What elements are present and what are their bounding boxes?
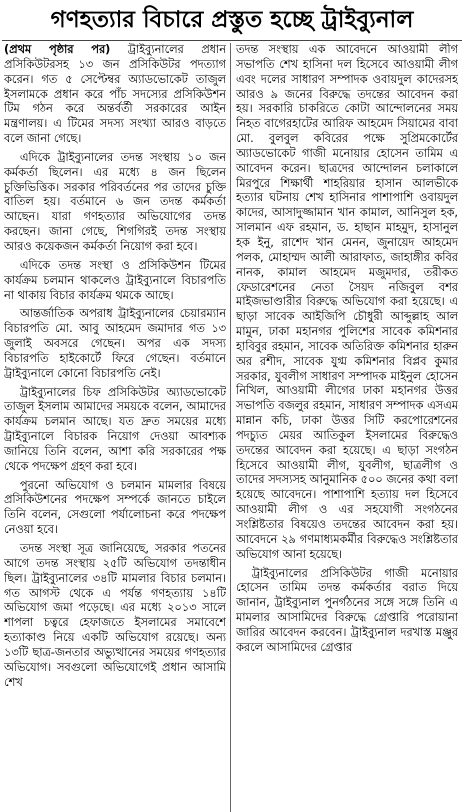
column-divider (230, 43, 231, 812)
article-paragraph: তদন্ত সংস্থায় এক আবেদনে আওয়ামী লীগ সভাপতি শেখ হাসিনা দল হিসেবে আওয়ামী লীগ এবং দলের সাধারণ সম্পাদক ওবায়দুল কাদেরসহ আরও ৯ জনের বিরুদ্ধে তদন্তের আবেদন করা হয়। সরকারি চাকরিতে কোটা আন্দোলনের সময় নিহত বাগেরহাটের আরিফ আহমেদ সিয়ামের বাবা মো. বুলবুল কবিরের পক্ষে সুপ্রিমকোর্টের অ্যাডভোকেট গাজী মনোয়ার হোসেন তামিম এ আবেদন করেন। ছাত্রদের আন্দোলন চলাকালে মিরপুরে শিক্ষার্থী শাহরিয়ার হাসান আলভীকে হত্যার ঘটনায় শেখ হাসিনার পাশাপাশি ওবায়দুল কাদের, আসাদুজ্জামান খান কামাল, আনিসুল হক, সালমান এফ রহমান, ড. হাছান মাহমুদ, হাসানুল হক ইনু, রাশেদ খান মেনন, জুনায়েদ আহমেদ পলক, মোহাম্মদ আলী আরাফাত, জাহাঙ্গীর কবির নানক, কামাল আহমেদ মজুমদার, তরীকত ফেডারেশনের নেতা সৈয়দ নজিবুল বশর মাইজভাণ্ডারীর বিরুদ্ধে অভিযোগ করা হয়েছে। এ ছাড়া সাবেক আইজিপি চৌধুরী আব্দুল্লাহ আল মামুন, ঢাকা মহানগর পুলিশের সাবেক কমিশনার হাবিবুর রহমান, সাবেক অতিরিক্ত কমিশনার হারুন অর রশীদ, সাবেক যুগ্ম কমিশনার বিপ্লব কুমার সরকার, যুবলীগ সাধারণ সম্পাদক মাইনুল হোসেন নিখিল, আওয়ামী লীগের ঢাকা মহানগর উত্তর সভাপতি বজলুর রহমান, সাধারণ সম্পাদক এসএম মান্নান কচি, ঢাকা উত্তর সিটি করপোরেশনের পদচ্যুত মেয়র আতিকুল ইসলামের বিরুদ্ধেও তদন্তের আবেদন করা হয়েছে। এ ছাড়া সংগঠন হিসেবে আওয়ামী লীগ, যুবলীগ, ছাত্রলীগ ও তাদের সদস্যসহ আনুমানিক ৫০০ জনের কথা বলা হয়েছে আবেদনে। পাশাপাশি হত্যায় দল হিসেবে আওয়ামী লীগ ও এর সহযোগী সংগঠনের সংশ্লিষ্টতার বিষয়েও তদন্তের আবেদন করা হয়। আবেদনে ২৯ গণমাধ্যমকর্মীর বিরুদ্ধেও সংশ্লিষ্টতার অভিযোগ আনা হয়েছে। (236, 43, 458, 561)
article-paragraph: ট্রাইব্যুনালের প্রসিকিউটর গাজী মনোয়ার হোসেন তামিম তদন্ত কর্মকর্তার বরাত দিয়ে জানান, ট্রাইব্যুনাল পুনর্গঠনের সঙ্গে সঙ্গে তিনি এ মামলার আসামিদের বিরুদ্ধে গ্রেপ্তারি পরোয়ানা জারির আবেদন করবেন। ট্রাইব্যুনাল দরখাস্ত মঞ্জুর করলে আসামিদের গ্রেপ্তার (236, 566, 458, 654)
article-column-left (4, 43, 226, 812)
article-paragraph: ট্রাইব্যুনালের চিফ প্রসিকিউটর অ্যাডভোকেট তাজুল ইসলাম আমাদের সময়কে বলেন, আমাদের কার্যক্রম চলমান আছে। যত দ্রুত সময়ের মধ্যে ট্রাইব্যুনালে বিচারক নিয়োগ দেওয়া আবশ্যক জানিয়ে তিনি বলেন, আশা করি সরকারের পক্ষ থেকে পদক্ষেপ গ্রহণ করা হবে। (4, 385, 226, 473)
article-paragraph: এদিকে তদন্ত সংস্থা ও প্রসিকিউশন টিমের কার্যক্রম চলমান থাকলেও ট্রাইব্যুনালে বিচারপতি না থাকায় বিচার কার্যক্রম থমকে আছে। (4, 258, 226, 302)
continued-from-label: (প্রথম পৃষ্ঠার পর) (4, 43, 111, 56)
headline-rule (2, 40, 462, 41)
article-paragraph: আন্তর্জাতিক অপরাধ ট্রাইব্যুনালের চেয়ারম্যান বিচারপতি মো. আবু আহমেদ জমাদার গত ১৩ জুলাই অবসরে গেছেন। অপর এক সদস্য বিচারপতি হাইকোর্টে ফিরে গেছেন। বর্তমানে ট্রাইব্যুনালে কোনো বিচারপতি নেই। (4, 307, 226, 380)
paragraph-text: ট্রাইব্যুনালের প্রধান প্রসিকিউটরসহ ১৩ জন প্রসিকিউটর পদত্যাগ করেন। গত ৫ সেপ্টেম্বর অ্যাডভোকেট তাজুল ইসলামকে প্রধান করে পাঁচ সদস্যের প্রসিকিউশন টিম গঠন করে অন্তর্বর্তী সরকারের আইন মন্ত্রণালয়। এ টিমের সদস্য সংখ্যা আরও বাড়তে বলে জানা গেছে। (4, 43, 226, 146)
article-paragraph (4, 43, 226, 147)
article-paragraph: পুরনো অভিযোগ ও চলমান মামলার বিষয়ে প্রসিকিউশনের পদক্ষেপ সম্পর্কে জানতে চাইলে তিনি বলেন, সেগুলো পর্যালোচনা করে পদক্ষেপ নেওয়া হবে। (4, 478, 226, 537)
article-headline: গণহত্যার বিচারে প্রস্তুত হচ্ছে ট্রাইব্যুনাল (50, 6, 414, 33)
article-column-right (236, 43, 458, 812)
article-paragraph: তদন্ত সংস্থা সূত্র জানিয়েছে, সরকার পতনের আগে তদন্ত সংস্থায় ২৫টি অভিযোগ তদন্তাধীন ছিল। ট্রাইব্যুনালের ৩৪টি মামলার বিচার চলমান। গত আগস্ট থেকে এ পর্যন্ত গণহত্যায় ১৪টি অভিযোগ জমা পড়েছে। এর মধ্যে ২০১৩ সালে শাপলা চত্বরে হেফাজতে ইসলামের সমাবেশে হত্যাকাণ্ড নিয়ে একটি অভিযোগ রয়েছে। অন্য ১৩টি ছাত্র-জনতার অভ্যুত্থানের সময়ের গণহত্যার অভিযোগ। সবগুলো অভিযোগেই প্রধান আসামি শেখ (4, 542, 226, 689)
article-paragraph: এদিকে ট্রাইব্যুনালের তদন্ত সংস্থায় ১০ জন কর্মকর্তা ছিলেন। এর মধ্যে ৪ জন ছিলেন চুক্তিভিত্তিক। সরকার পরিবর্তনের পর তাদের চুক্তি বাতিল হয়। বর্তমানে ৬ জন তদন্ত কর্মকর্তা আছেন। যারা গণহত্যার অভিযোগের তদন্ত করছেন। জানা গেছে, শিগগিরই তদন্ত সংস্থায় আরও কয়েকজন কর্মকর্তা নিয়োগ করা হবে। (4, 150, 226, 253)
